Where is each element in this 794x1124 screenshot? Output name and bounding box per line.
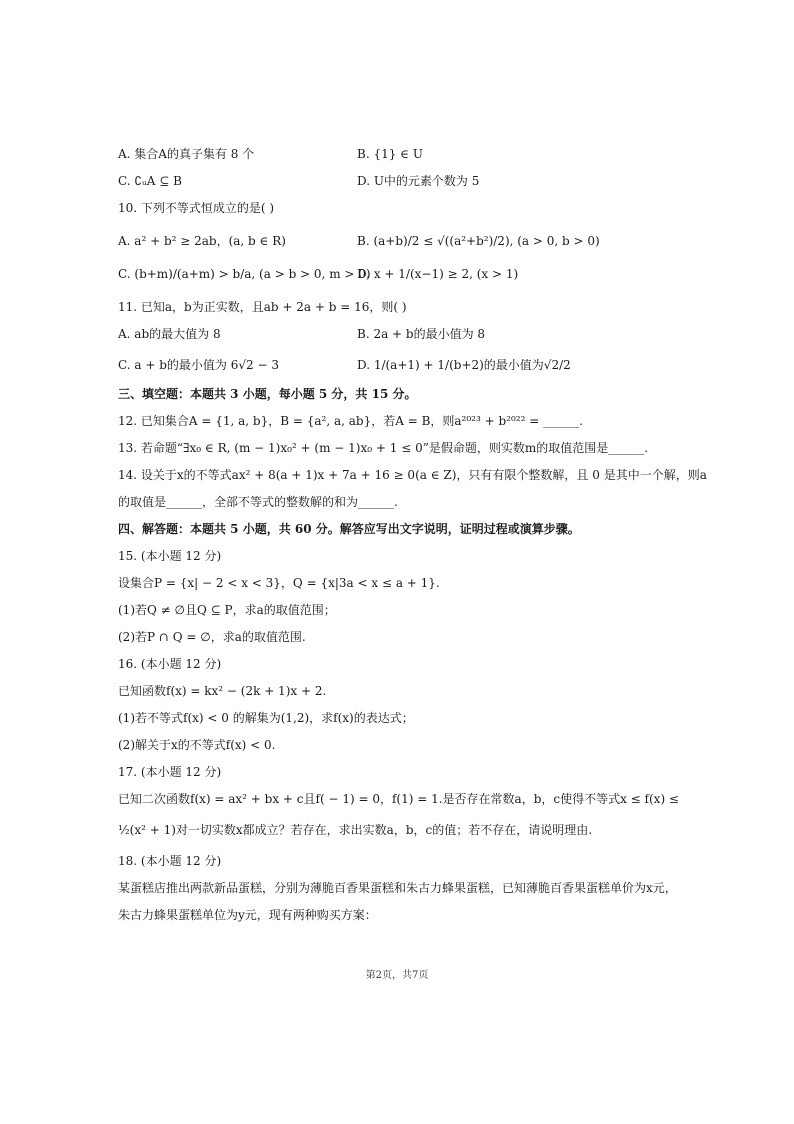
- text-line: (1)若Q ≠ ∅且Q ⊆ P，求a的取值范围；: [118, 603, 336, 617]
- text-line: 10. 下列不等式恒成立的是( ): [118, 201, 275, 215]
- text-line: 16. (本小题 12 分): [118, 657, 222, 671]
- text-line: 已知函数f(x) = kx² − (2k + 1)x + 2.: [118, 684, 327, 698]
- text-line: 14. 设关于x的不等式ax² + 8(a + 1)x + 7a + 16 ≥ 0(a ∈ Z)，只有有限个整数解，且 0 是其中一个解，则a: [118, 468, 707, 482]
- text-line: 三、填空题：本题共 3 小题，每小题 5 分，共 15 分。: [118, 387, 417, 401]
- text-line: 四、解答题：本题共 5 小题，共 60 分。解答应写出文字说明，证明过程或演算步骤。: [118, 522, 580, 536]
- text-line: B. 2a + b的最小值为 8: [357, 327, 486, 341]
- text-line: B. (a+b)/2 ≤ √((a²+b²)/2), (a > 0, b > 0): [357, 234, 600, 248]
- text-line: 已知二次函数f(x) = ax² + bx + c且f( − 1) = 0，f(1) = 1.是否存在常数a，b，c使得不等式x ≤ f(x) ≤: [118, 792, 679, 806]
- text-line: (2)解关于x的不等式f(x) < 0.: [118, 738, 276, 752]
- text-line: D. U中的元素个数为 5: [357, 174, 480, 188]
- text-line: B. {1} ∈ U: [357, 147, 423, 161]
- text-line: (2)若P ∩ Q = ∅，求a的取值范围.: [118, 630, 306, 644]
- text-line: ½(x² + 1)对一切实数x都成立？若存在，求出实数a，b，c的值；若不存在，请说明理由.: [118, 823, 593, 837]
- text-line: 13. 若命题“∃x₀ ∈ R, (m − 1)x₀² + (m − 1)x₀ + 1 ≤ 0”是假命题，则实数m的取值范围是______.: [118, 441, 649, 455]
- text-line: 12. 已知集合A = {1, a, b}，B = {a², a, ab}，若A = B，则a²⁰²³ + b²⁰²² = ______.: [118, 414, 583, 428]
- text-line: C. (b+m)/(a+m) > b/a, (a > b > 0, m > 0): [118, 267, 371, 281]
- page-footer: 第2页，共7页: [365, 970, 429, 981]
- text-line: 设集合P = {x| − 2 < x < 3}，Q = {x|3a < x ≤ a + 1}.: [118, 576, 440, 590]
- text-line: A. a² + b² ≥ 2ab，(a, b ∈ R): [118, 234, 286, 248]
- text-line: 11. 已知a，b为正实数，且ab + 2a + b = 16，则( ): [118, 300, 407, 314]
- text-line: A. 集合A的真子集有 8 个: [118, 147, 255, 161]
- text-line: 17. (本小题 12 分): [118, 765, 222, 779]
- text-line: 的取值是______，全部不等式的整数解的和为______.: [118, 495, 398, 509]
- text-line: 某蛋糕店推出两款新品蛋糕，分别为薄脆百香果蛋糕和朱古力蜂果蛋糕，已知薄脆百香果蛋糕单价为x元，: [118, 881, 677, 895]
- text-line: C. ∁ᵤA ⊆ B: [118, 174, 182, 188]
- text-line: 15. (本小题 12 分): [118, 549, 222, 563]
- text-line: C. a + b的最小值为 6√2 − 3: [118, 358, 279, 372]
- text-line: A. ab的最大值为 8: [118, 327, 221, 341]
- text-line: 朱古力蜂果蛋糕单位为y元，现有两种购买方案：: [118, 908, 377, 922]
- text-line: 18. (本小题 12 分): [118, 854, 222, 868]
- text-line: (1)若不等式f(x) < 0 的解集为(1,2)，求f(x)的表达式；: [118, 711, 414, 725]
- text-line: D. x + 1/(x−1) ≥ 2, (x > 1): [357, 267, 519, 281]
- text-line: D. 1/(a+1) + 1/(b+2)的最小值为√2/2: [357, 358, 571, 372]
